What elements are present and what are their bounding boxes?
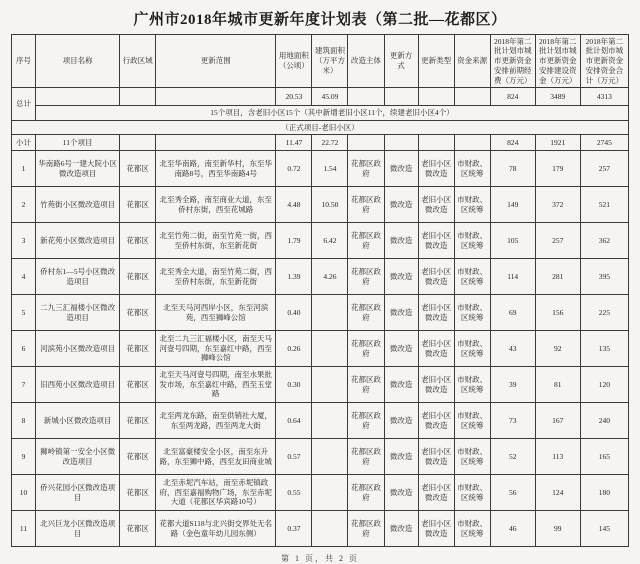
cell-pre-fund: 69	[490, 295, 535, 331]
cell-seq: 11	[12, 511, 36, 547]
grand-total-total-fund: 4313	[580, 88, 628, 106]
cell-mode: 微改造	[384, 511, 418, 547]
grand-total-building-area: 45.09	[312, 88, 348, 106]
cell-mode: 微改造	[384, 151, 418, 187]
subtotal-district-empty	[120, 135, 156, 151]
cell-build-fund: 124	[535, 475, 580, 511]
cell-funding-source: 市财政、区统筹	[454, 439, 490, 475]
cell-building-area: 10.50	[312, 187, 348, 223]
cell-funding-source: 市财政、区统筹	[454, 511, 490, 547]
cell-type: 老旧小区微改造	[418, 151, 454, 187]
cell-entity: 花都区政府	[348, 475, 384, 511]
subtotal-build-fund: 1921	[535, 135, 580, 151]
cell-mode: 微改造	[384, 367, 418, 403]
col-header-building-area: 建筑面积（万平方米）	[312, 35, 348, 88]
cell-pre-fund: 105	[490, 223, 535, 259]
cell-building-area	[312, 367, 348, 403]
cell-scope: 北至富豪楼安全小区，南至东升路，东至狮中路，西至友田商业城	[156, 439, 276, 475]
cell-total-fund: 395	[580, 259, 628, 295]
grand-total-note-row	[12, 106, 629, 121]
cell-seq: 3	[12, 223, 36, 259]
cell-pre-fund: 56	[490, 475, 535, 511]
table-row	[12, 331, 629, 367]
table-row	[12, 511, 629, 547]
cell-project-name: 北兴巨龙小区微改造项目	[36, 511, 120, 547]
subtotal-mode-empty	[384, 135, 418, 151]
cell-project-name: 新城小区微改造项目	[36, 403, 120, 439]
cell-scope: 北至竹苑二街，南至竹苑一街，西至侨村东街，东至新花街	[156, 223, 276, 259]
cell-building-area: 1.54	[312, 151, 348, 187]
cell-scope: 北至两龙东路，南至供销社大厦，东至两龙路，西至两龙大街	[156, 403, 276, 439]
cell-entity: 花都区政府	[348, 403, 384, 439]
grand-total-label: 总计	[12, 88, 36, 121]
cell-type: 老旧小区微改造	[418, 331, 454, 367]
grand-total-build-fund: 3489	[535, 88, 580, 106]
cell-mode: 微改造	[384, 475, 418, 511]
cell-total-fund: 225	[580, 295, 628, 331]
grand-total-funding-empty	[454, 88, 490, 106]
cell-total-fund: 145	[580, 511, 628, 547]
cell-entity: 花都区政府	[348, 151, 384, 187]
cell-district: 花都区	[120, 475, 156, 511]
cell-project-name: 侨兴花园小区微改造项目	[36, 475, 120, 511]
table-row	[12, 475, 629, 511]
cell-pre-fund: 149	[490, 187, 535, 223]
cell-type: 老旧小区微改造	[418, 439, 454, 475]
cell-district: 花都区	[120, 151, 156, 187]
subtotal-pre-fund: 824	[490, 135, 535, 151]
cell-type: 老旧小区微改造	[418, 475, 454, 511]
cell-land-area: 0.30	[276, 367, 312, 403]
cell-scope: 北至秀全大道，南至竹苑二街，西至侨村东街，东至新花街	[156, 259, 276, 295]
cell-land-area: 0.40	[276, 295, 312, 331]
cell-mode: 微改造	[384, 259, 418, 295]
subtotal-entity-empty	[348, 135, 384, 151]
cell-total-fund: 180	[580, 475, 628, 511]
cell-district: 花都区	[120, 367, 156, 403]
cell-entity: 花都区政府	[348, 223, 384, 259]
cell-pre-fund: 39	[490, 367, 535, 403]
cell-entity: 花都区政府	[348, 259, 384, 295]
cell-seq: 10	[12, 475, 36, 511]
cell-total-fund: 120	[580, 367, 628, 403]
col-header-scope: 更新范围	[156, 35, 276, 88]
cell-building-area	[312, 511, 348, 547]
cell-district: 花都区	[120, 259, 156, 295]
cell-project-name: 华南路6号一建大院小区微改造项目	[36, 151, 120, 187]
cell-build-fund: 156	[535, 295, 580, 331]
cell-total-fund: 257	[580, 151, 628, 187]
cell-building-area	[312, 475, 348, 511]
cell-pre-fund: 114	[490, 259, 535, 295]
cell-seq: 9	[12, 439, 36, 475]
cell-seq: 5	[12, 295, 36, 331]
subtotal-total-fund: 2745	[580, 135, 628, 151]
cell-project-name: 新花苑小区微改造项目	[36, 223, 120, 259]
cell-project-name: 二九三汇福楼小区微改造项目	[36, 295, 120, 331]
cell-project-name: 河滨苑小区微改造项目	[36, 331, 120, 367]
cell-entity: 花都区政府	[348, 187, 384, 223]
cell-scope: 北至二九三汇福楼小区，南至天马河壹号四期，东至嘉红中路，西至狮峰公馆	[156, 331, 276, 367]
subtotal-funding-empty	[454, 135, 490, 151]
cell-total-fund: 135	[580, 331, 628, 367]
cell-entity: 花都区政府	[348, 367, 384, 403]
cell-funding-source: 市财政、区统筹	[454, 151, 490, 187]
cell-build-fund: 99	[535, 511, 580, 547]
cell-building-area	[312, 331, 348, 367]
col-header-pre-fund: 2018年第二批计划市城市更新资金安排前期经费（万元）	[490, 35, 535, 88]
subtotal-row	[12, 135, 629, 151]
col-header-project-name: 项目名称	[36, 35, 120, 88]
cell-seq: 8	[12, 403, 36, 439]
grand-total-entity-empty	[348, 88, 384, 106]
col-header-funding-source: 资金来源	[454, 35, 490, 88]
cell-total-fund: 165	[580, 439, 628, 475]
cell-type: 老旧小区微改造	[418, 511, 454, 547]
subtotal-land-area: 11.47	[276, 135, 312, 151]
cell-funding-source: 市财政、区统筹	[454, 295, 490, 331]
col-header-mode: 更新方式	[384, 35, 418, 88]
cell-entity: 花都区政府	[348, 439, 384, 475]
cell-land-area: 0.55	[276, 475, 312, 511]
grand-total-type-empty	[418, 88, 454, 106]
cell-funding-source: 市财政、区统筹	[454, 403, 490, 439]
grand-total-note: 15个项目，含老旧小区15个（其中新增老旧小区11个，续建老旧小区4个）	[36, 106, 629, 121]
cell-mode: 微改造	[384, 187, 418, 223]
cell-scope: 北至天马河西岸小区，东至河滨苑，西至狮峰公馆	[156, 295, 276, 331]
cell-scope: 北至秀全路，南至商业大道，东至侨村东街，西至花城路	[156, 187, 276, 223]
cell-build-fund: 167	[535, 403, 580, 439]
cell-scope: 花都大道S118与北兴街交界处无名路（金色童年幼儿园东侧）	[156, 511, 276, 547]
grand-total-mode-empty	[384, 88, 418, 106]
cell-district: 花都区	[120, 187, 156, 223]
cell-funding-source: 市财政、区统筹	[454, 259, 490, 295]
grand-total-row	[12, 88, 629, 106]
cell-type: 老旧小区微改造	[418, 259, 454, 295]
cell-project-name: 侨村东1—5号小区微改造项目	[36, 259, 120, 295]
cell-building-area	[312, 439, 348, 475]
col-header-entity: 改造主体	[348, 35, 384, 88]
cell-district: 花都区	[120, 295, 156, 331]
cell-build-fund: 281	[535, 259, 580, 295]
cell-project-name: 竹苑街小区微改造项目	[36, 187, 120, 223]
table-row	[12, 187, 629, 223]
page-title: 广州市2018年城市更新年度计划表（第二批—花都区）	[133, 12, 507, 28]
cell-entity: 花都区政府	[348, 331, 384, 367]
cell-build-fund: 257	[535, 223, 580, 259]
cell-land-area: 0.72	[276, 151, 312, 187]
cell-funding-source: 市财政、区统筹	[454, 475, 490, 511]
cell-type: 老旧小区微改造	[418, 223, 454, 259]
cell-type: 老旧小区微改造	[418, 403, 454, 439]
cell-build-fund: 179	[535, 151, 580, 187]
col-header-build-fund: 2018年第二批计划市城市更新资金安排建设资金（万元）	[535, 35, 580, 88]
page-footer: 第 1 页，共 2 页	[281, 554, 359, 563]
grand-total-scope-empty	[156, 88, 276, 106]
cell-district: 花都区	[120, 223, 156, 259]
cell-total-fund: 521	[580, 187, 628, 223]
grand-total-pre-fund: 824	[490, 88, 535, 106]
cell-funding-source: 市财政、区统筹	[454, 187, 490, 223]
table-row	[12, 403, 629, 439]
cell-scope: 北至华南路，南至新华村，东至华南路8号，西至华南路4号	[156, 151, 276, 187]
cell-land-area: 1.79	[276, 223, 312, 259]
cell-mode: 微改造	[384, 223, 418, 259]
cell-land-area: 4.48	[276, 187, 312, 223]
grand-total-district-empty	[120, 88, 156, 106]
cell-seq: 1	[12, 151, 36, 187]
header-row	[12, 35, 629, 88]
cell-mode: 微改造	[384, 331, 418, 367]
table-row	[12, 151, 629, 187]
cell-land-area: 0.57	[276, 439, 312, 475]
table-row	[12, 295, 629, 331]
col-header-seq: 序号	[12, 35, 36, 88]
cell-project-name: 狮岭镇第一安全小区微改造项目	[36, 439, 120, 475]
table-row	[12, 259, 629, 295]
cell-building-area: 6.42	[312, 223, 348, 259]
col-header-type: 更新类型	[418, 35, 454, 88]
cell-build-fund: 81	[535, 367, 580, 403]
col-header-land-area: 用地面积（公顷）	[276, 35, 312, 88]
cell-district: 花都区	[120, 511, 156, 547]
subtotal-name: 11个项目	[36, 135, 120, 151]
cell-seq: 7	[12, 367, 36, 403]
section-label: （正式项目-老旧小区）	[12, 121, 629, 135]
cell-seq: 6	[12, 331, 36, 367]
cell-scope: 北至天马河壹号四期，南至水果批发市场，东至嘉红中路，西至玉堂路	[156, 367, 276, 403]
cell-total-fund: 240	[580, 403, 628, 439]
cell-district: 花都区	[120, 403, 156, 439]
cell-pre-fund: 73	[490, 403, 535, 439]
cell-funding-source: 市财政、区统筹	[454, 223, 490, 259]
cell-land-area: 0.37	[276, 511, 312, 547]
cell-type: 老旧小区微改造	[418, 187, 454, 223]
grand-total-name-empty	[36, 88, 120, 106]
cell-land-area: 1.39	[276, 259, 312, 295]
cell-total-fund: 362	[580, 223, 628, 259]
cell-build-fund: 113	[535, 439, 580, 475]
cell-seq: 2	[12, 187, 36, 223]
subtotal-type-empty	[418, 135, 454, 151]
cell-seq: 4	[12, 259, 36, 295]
cell-build-fund: 372	[535, 187, 580, 223]
cell-district: 花都区	[120, 331, 156, 367]
cell-pre-fund: 46	[490, 511, 535, 547]
table-row	[12, 223, 629, 259]
cell-funding-source: 市财政、区统筹	[454, 367, 490, 403]
cell-land-area: 0.64	[276, 403, 312, 439]
cell-building-area	[312, 403, 348, 439]
cell-build-fund: 92	[535, 331, 580, 367]
table-row	[12, 367, 629, 403]
cell-mode: 微改造	[384, 295, 418, 331]
cell-pre-fund: 43	[490, 331, 535, 367]
table-row	[12, 439, 629, 475]
cell-building-area: 4.26	[312, 259, 348, 295]
cell-entity: 花都区政府	[348, 295, 384, 331]
cell-pre-fund: 78	[490, 151, 535, 187]
cell-mode: 微改造	[384, 403, 418, 439]
cell-district: 花都区	[120, 439, 156, 475]
cell-mode: 微改造	[384, 439, 418, 475]
col-header-total-fund: 2018年第二批计划市城市更新资金安排资金合计（万元）	[580, 35, 628, 88]
cell-building-area	[312, 295, 348, 331]
section-row	[12, 121, 629, 135]
cell-entity: 花都区政府	[348, 511, 384, 547]
plan-table	[11, 34, 629, 547]
cell-funding-source: 市财政、区统筹	[454, 331, 490, 367]
grand-total-land-area: 20.53	[276, 88, 312, 106]
col-header-district: 行政区域	[120, 35, 156, 88]
cell-pre-fund: 52	[490, 439, 535, 475]
subtotal-label: 小计	[12, 135, 36, 151]
subtotal-building-area: 22.72	[312, 135, 348, 151]
cell-type: 老旧小区微改造	[418, 367, 454, 403]
cell-type: 老旧小区微改造	[418, 295, 454, 331]
cell-land-area: 0.26	[276, 331, 312, 367]
cell-project-name: 旧西苑小区微改造项目	[36, 367, 120, 403]
subtotal-scope-empty	[156, 135, 276, 151]
cell-scope: 北至赤坭汽车站，南至赤坭镇政府，西至嘉福购物广场，东至赤坭大道（花都区华宾路10号）	[156, 475, 276, 511]
